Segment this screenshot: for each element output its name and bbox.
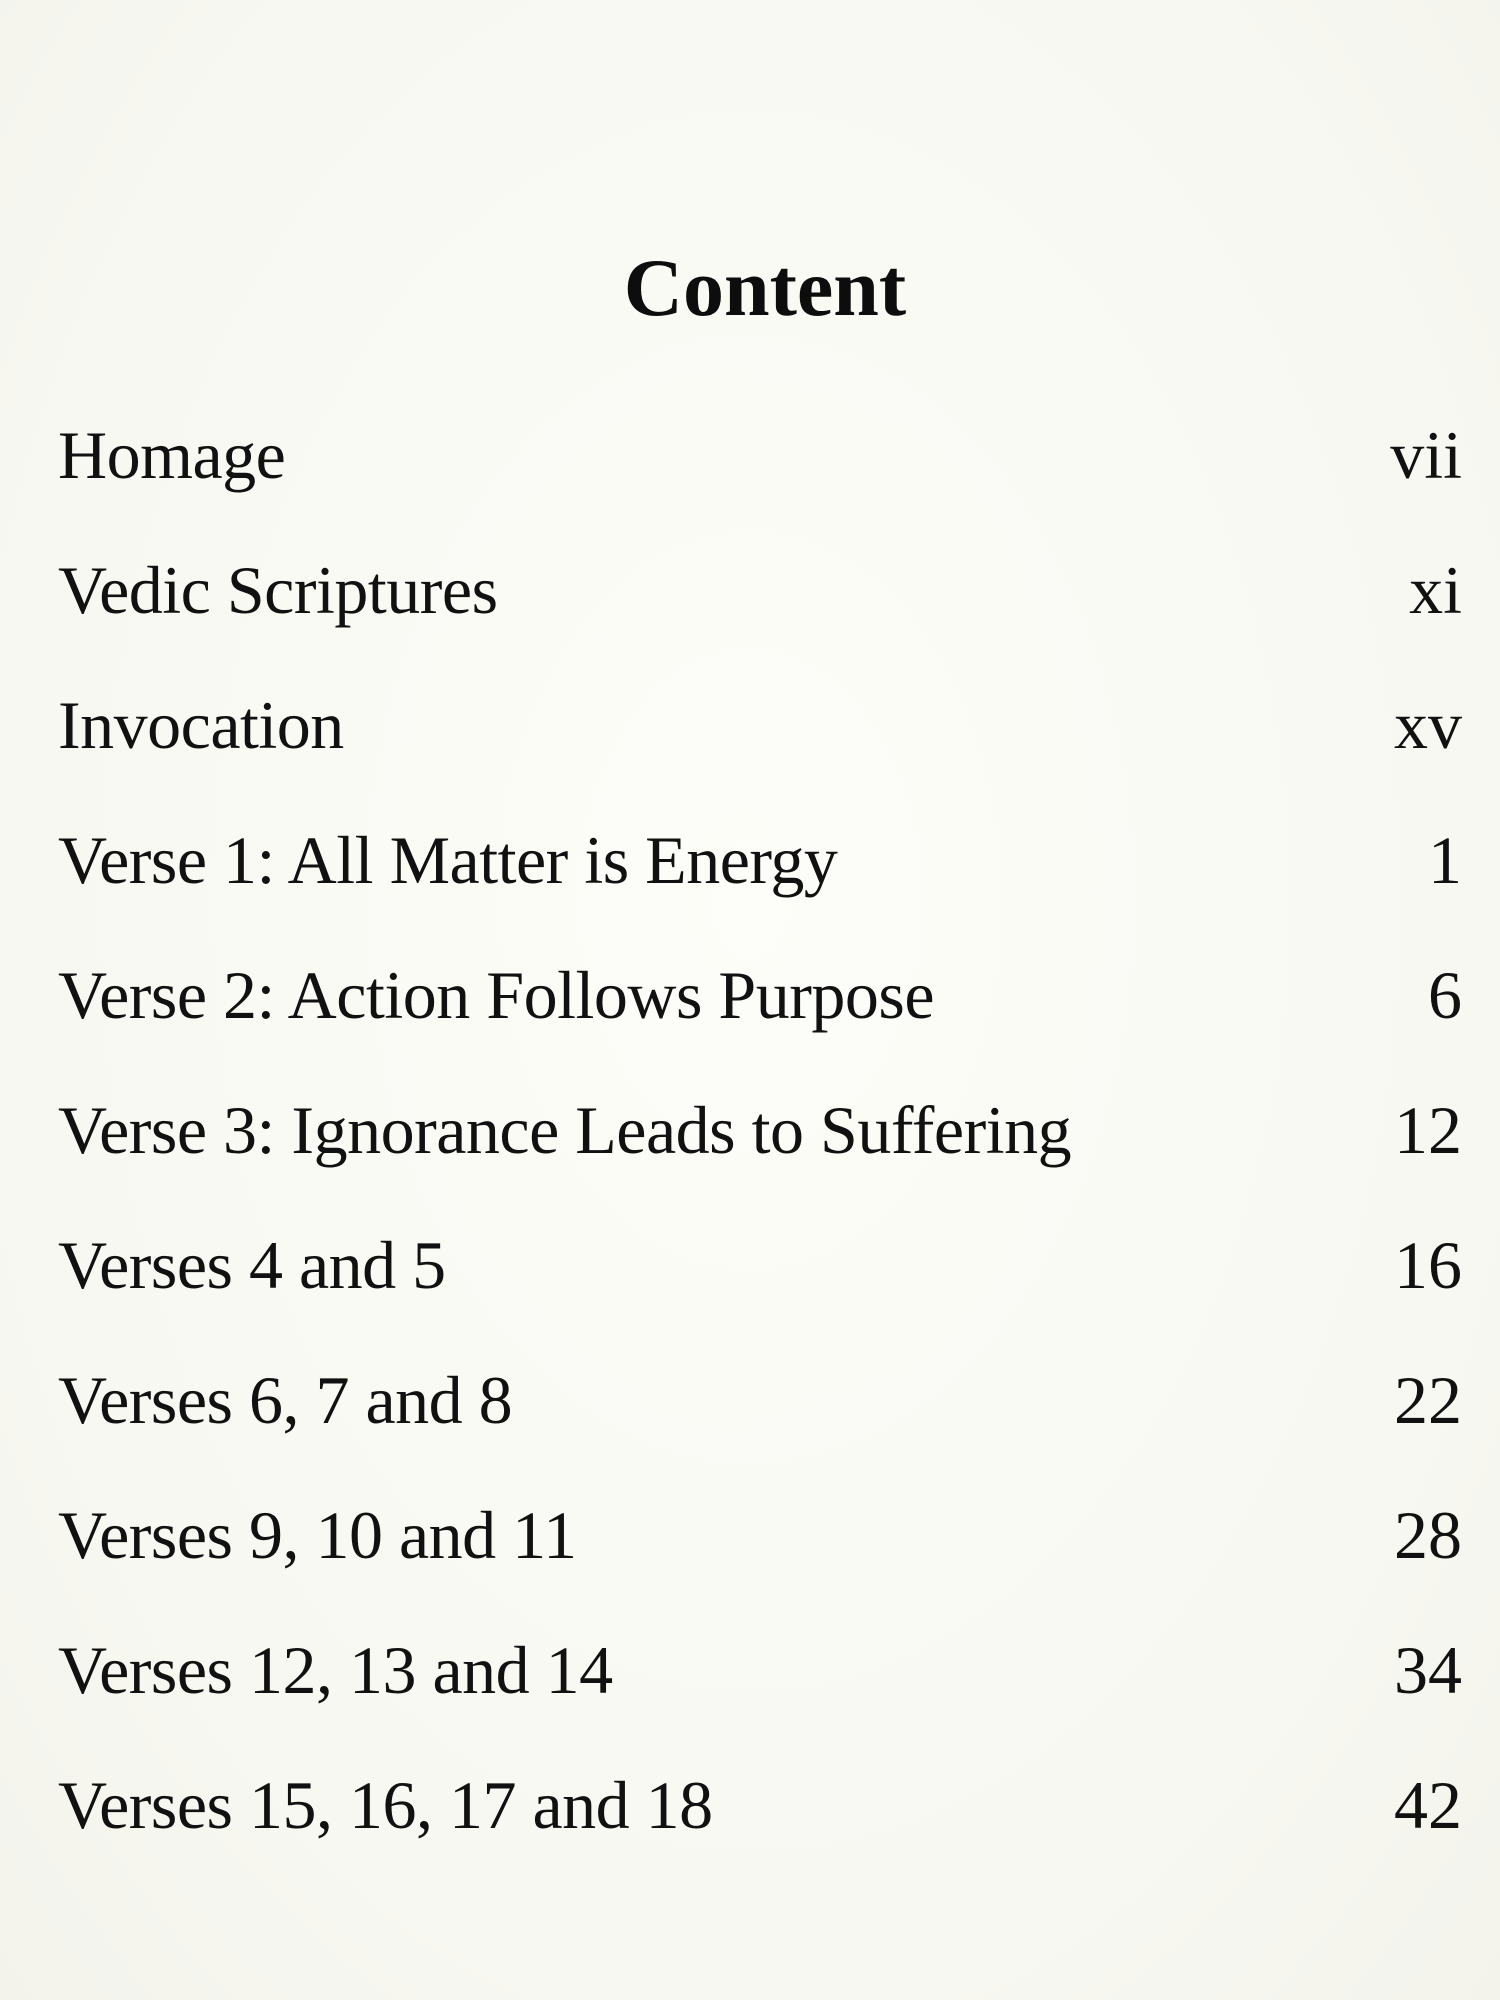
- toc-entry-title: Homage: [58, 417, 286, 493]
- toc-entry: [58, 1490, 1462, 1625]
- toc-entry-page: 1: [1428, 822, 1462, 898]
- toc-entry-title: Verses 9, 10 and 11: [58, 1497, 577, 1573]
- toc-entry-page: 12: [1394, 1092, 1462, 1168]
- toc-entry: [58, 1625, 1462, 1760]
- table-of-contents: [58, 410, 1462, 1895]
- toc-entry-title: Verses 15, 16, 17 and 18: [58, 1767, 713, 1843]
- toc-entry-title: Verses 4 and 5: [58, 1227, 446, 1303]
- toc-entry: [58, 410, 1462, 545]
- toc-entry-page: 28: [1394, 1497, 1462, 1573]
- toc-entry: [58, 1085, 1462, 1220]
- toc-entry-title: Invocation: [58, 687, 344, 763]
- toc-entry-title: Verse 1: All Matter is Energy: [58, 822, 838, 898]
- toc-entry: [58, 1355, 1462, 1490]
- toc-entry-title: Verse 3: Ignorance Leads to Suffering: [58, 1092, 1072, 1168]
- toc-entry: [58, 1760, 1462, 1895]
- toc-entry-page: 42: [1394, 1767, 1462, 1843]
- toc-entry-title: Verses 12, 13 and 14: [58, 1632, 613, 1708]
- toc-entry-title: Vedic Scriptures: [58, 552, 498, 628]
- toc-entry-page: 16: [1394, 1227, 1462, 1303]
- toc-entry: [58, 545, 1462, 680]
- toc-entry: [58, 1220, 1462, 1355]
- toc-entry-page: xi: [1409, 552, 1462, 628]
- toc-entry-title: Verses 6, 7 and 8: [58, 1362, 513, 1438]
- page-title: Content: [623, 242, 907, 333]
- toc-entry-page: 6: [1428, 957, 1462, 1033]
- toc-entry-title: Verse 2: Action Follows Purpose: [58, 957, 935, 1033]
- toc-entry-page: 22: [1394, 1362, 1462, 1438]
- toc-entry: [58, 950, 1462, 1085]
- toc-entry-page: 34: [1394, 1632, 1462, 1708]
- toc-entry: [58, 815, 1462, 950]
- toc-entry-page: vii: [1390, 417, 1462, 493]
- toc-entry-page: xv: [1394, 687, 1462, 763]
- toc-entry: [58, 680, 1462, 815]
